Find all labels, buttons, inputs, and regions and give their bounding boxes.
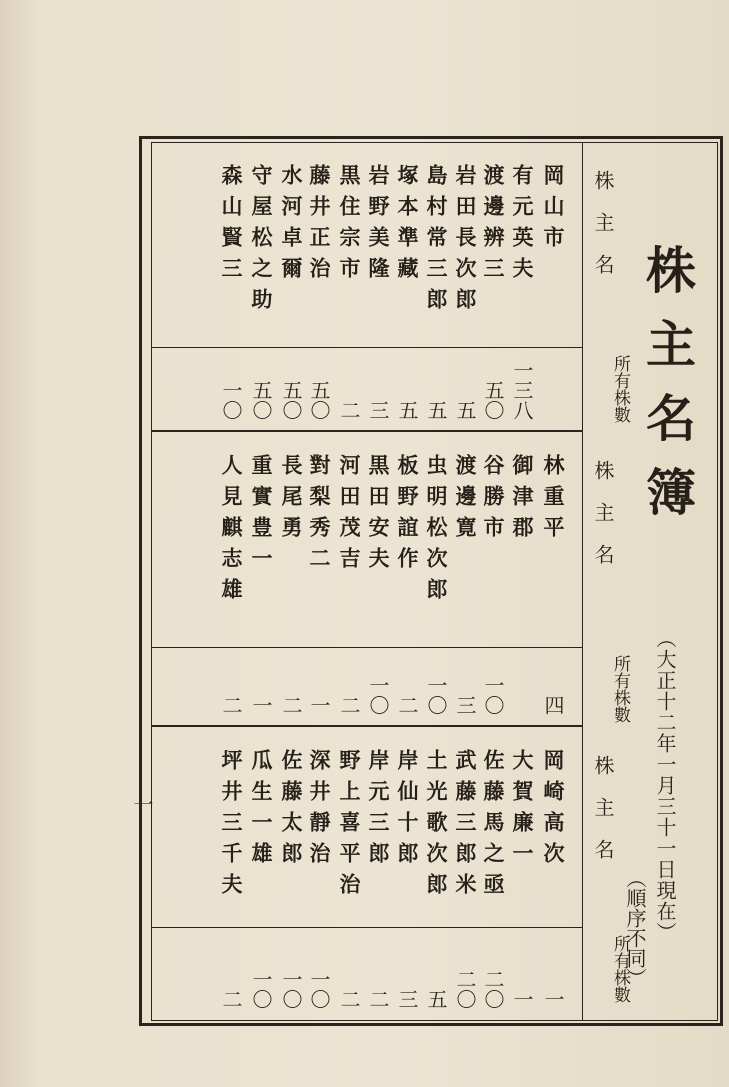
shareholder-name: 岡山市 bbox=[541, 164, 566, 257]
date-note: （大正十二年一月三十一日現在） bbox=[653, 628, 677, 943]
shareholder-name: 黒住宗市 bbox=[337, 164, 362, 288]
share-count: 一三八 bbox=[510, 360, 534, 420]
share-count: 四 bbox=[541, 695, 565, 715]
share-count: 一〇 bbox=[366, 675, 390, 715]
share-count: 二 bbox=[395, 695, 419, 715]
shareholder-name: 森山賢三 bbox=[219, 164, 244, 288]
share-count: 二 bbox=[279, 695, 303, 715]
shareholder-name: 虫明松次郎 bbox=[424, 454, 449, 609]
share-count: 一 bbox=[249, 695, 273, 715]
shareholder-name: 坪井三千夫 bbox=[219, 749, 244, 904]
shareholder-name: 岸元三郎 bbox=[366, 749, 391, 873]
share-count: 一〇 bbox=[279, 969, 303, 1009]
share-count: 二 bbox=[219, 989, 243, 1009]
header-share-count: 所有株數 bbox=[610, 655, 630, 723]
shares-rule bbox=[151, 927, 582, 928]
shareholder-name: 長尾勇 bbox=[279, 454, 304, 547]
order-note: （順序不同） bbox=[623, 868, 647, 988]
shareholder-name: 板野誼作 bbox=[395, 454, 420, 578]
shareholder-name: 黒田安夫 bbox=[366, 454, 391, 578]
shareholder-name: 渡邊寛 bbox=[453, 454, 478, 547]
shareholder-name: 野上喜平治 bbox=[337, 749, 362, 904]
shareholder-name: 水河卓爾 bbox=[279, 164, 304, 288]
shareholder-name: 林重平 bbox=[541, 454, 566, 547]
share-count: 五〇 bbox=[279, 380, 303, 420]
share-count: 五 bbox=[424, 400, 448, 420]
share-count: 一〇 bbox=[249, 969, 273, 1009]
share-count: 五〇 bbox=[307, 380, 331, 420]
share-count: 一 bbox=[541, 989, 565, 1009]
shareholder-name: 岩野美隆 bbox=[366, 164, 391, 288]
shareholder-name: 土光歌次郎 bbox=[424, 749, 449, 904]
share-count: 二 bbox=[337, 400, 361, 420]
shareholder-name: 佐藤馬之亟 bbox=[481, 749, 506, 904]
shareholder-name: 瓜生一雄 bbox=[249, 749, 274, 873]
shares-rule bbox=[151, 647, 582, 648]
share-count: 三 bbox=[395, 989, 419, 1009]
header-holder-name: 株主名 bbox=[591, 460, 615, 586]
share-count: 五〇 bbox=[481, 380, 505, 420]
share-count: 五〇 bbox=[249, 380, 273, 420]
share-count: 三 bbox=[366, 400, 390, 420]
shareholder-name: 島村常三郎 bbox=[424, 164, 449, 319]
share-count: 五 bbox=[424, 989, 448, 1009]
share-count: 一〇 bbox=[307, 969, 331, 1009]
share-count: 二 bbox=[366, 989, 390, 1009]
shareholder-name: 岡崎高次 bbox=[541, 749, 566, 873]
shareholder-name: 河田茂吉 bbox=[337, 454, 362, 578]
section-rule bbox=[151, 430, 582, 432]
share-count: 二 bbox=[337, 989, 361, 1009]
shareholder-name: 塚本準藏 bbox=[395, 164, 420, 288]
shareholder-name: 深井靜治 bbox=[307, 749, 332, 873]
share-count: 一 bbox=[307, 695, 331, 715]
shareholder-name: 守屋松之助 bbox=[249, 164, 274, 319]
shareholder-name: 渡邊辨三 bbox=[481, 164, 506, 288]
shareholder-name: 武藤三郎米 bbox=[453, 749, 478, 904]
page-number: 一 bbox=[130, 794, 154, 814]
share-count: 二〇 bbox=[481, 969, 505, 1009]
share-count: 五 bbox=[395, 400, 419, 420]
share-count: 二 bbox=[337, 695, 361, 715]
header-holder-name: 株主名 bbox=[591, 755, 615, 881]
shareholder-name: 重實豊一 bbox=[249, 454, 274, 578]
shareholder-name: 岩田長次郎 bbox=[453, 164, 478, 319]
shareholder-name: 谷勝市 bbox=[481, 454, 506, 547]
shareholder-name: 對梨秀二 bbox=[307, 454, 332, 578]
shareholder-name: 岸仙十郎 bbox=[395, 749, 420, 873]
header-share-count: 所有株數 bbox=[610, 935, 630, 1003]
share-count: 五 bbox=[453, 400, 477, 420]
shareholder-name: 御津郡 bbox=[510, 454, 535, 547]
shareholder-name: 人見麒志雄 bbox=[219, 454, 244, 609]
section-rule bbox=[151, 725, 582, 727]
share-count: 一〇 bbox=[424, 675, 448, 715]
header-separator bbox=[582, 142, 583, 1021]
share-count: 一〇 bbox=[219, 380, 243, 420]
share-count: 一 bbox=[510, 989, 534, 1009]
share-count: 二 bbox=[219, 695, 243, 715]
shareholder-name: 佐藤太郎 bbox=[279, 749, 304, 873]
header-holder-name: 株主名 bbox=[591, 170, 615, 296]
shareholder-name: 大賀廉一 bbox=[510, 749, 535, 873]
page-title: 株主名簿 bbox=[638, 244, 697, 540]
share-count: 一〇 bbox=[481, 675, 505, 715]
share-count: 二〇 bbox=[453, 969, 477, 1009]
shareholder-name: 有元英夫 bbox=[510, 164, 535, 288]
shareholder-name: 藤井正治 bbox=[307, 164, 332, 288]
shares-rule bbox=[151, 347, 582, 348]
share-count: 三 bbox=[453, 695, 477, 715]
header-share-count: 所有株數 bbox=[610, 355, 630, 423]
